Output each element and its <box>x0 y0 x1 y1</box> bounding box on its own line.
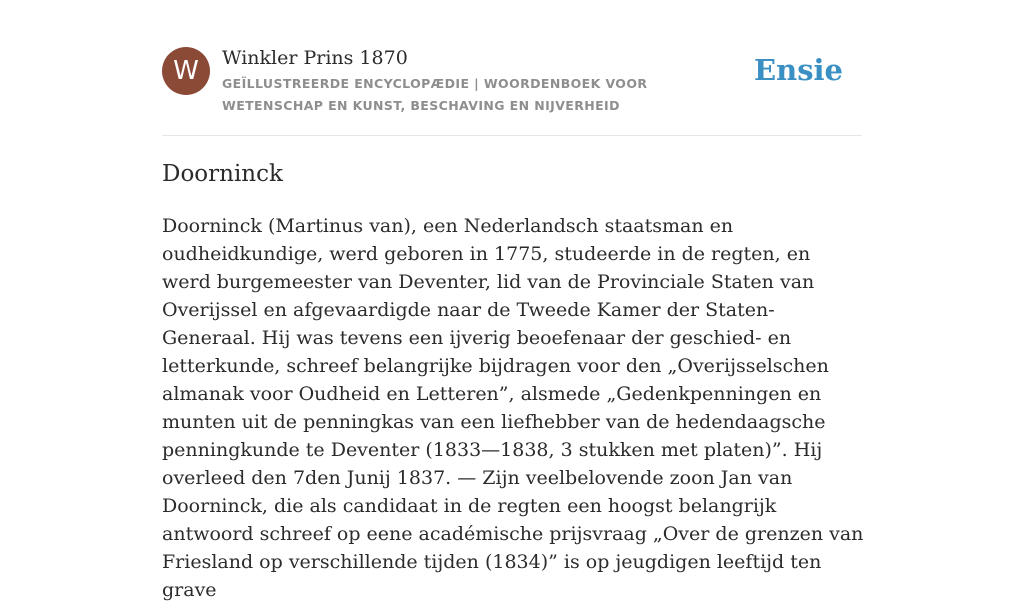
article-title: Doorninck <box>162 161 283 187</box>
source-subtitle: GEÏLLUSTREERDE ENCYCLOPÆDIE | WOORDENBOEK VOOR WETENSCHAP EN KUNST, BESCHAVING EN NIJVERHEID <box>222 76 648 113</box>
ensie-logo-link[interactable]: Ensie <box>754 53 843 87</box>
source-avatar[interactable]: W <box>162 47 210 95</box>
source-header <box>162 46 862 136</box>
header-divider <box>162 135 862 136</box>
article-body: Doorninck (Martinus van), een Nederlandsch staatsman en oudheidkundige, werd geboren in 1775, studeerde in de regten, en werd burgemeester van Deventer, lid van de Provinciale Staten van Overijssel en afgevaardigde naar de Tweede Kamer der Staten-Generaal. Hij was tevens een ijverig beoefenaar der geschied- en letterkunde, schreef belangrijke bijdragen voor den „Overijsselschen almanak voor Oudheid en Letteren”, alsmede „Gedenkpenningen en munten uit de penningkas van een liefhebber van de hedendaagsche penningkunde te Deventer (1833—1838, 3 stukken met platen)”. Hij overleed den 7den Junij 1837. — Zijn veelbelovende zoon Jan van Doorninck, die als candidaat in de regten een hoogst belangrijk antwoord schreef op eene académische prijsvraag „Over de grenzen van Friesland op verschillende tijden (1834)” is op jeugdigen leeftijd ten grave <box>162 215 864 601</box>
source-title[interactable]: Winkler Prins 1870 <box>222 47 408 69</box>
